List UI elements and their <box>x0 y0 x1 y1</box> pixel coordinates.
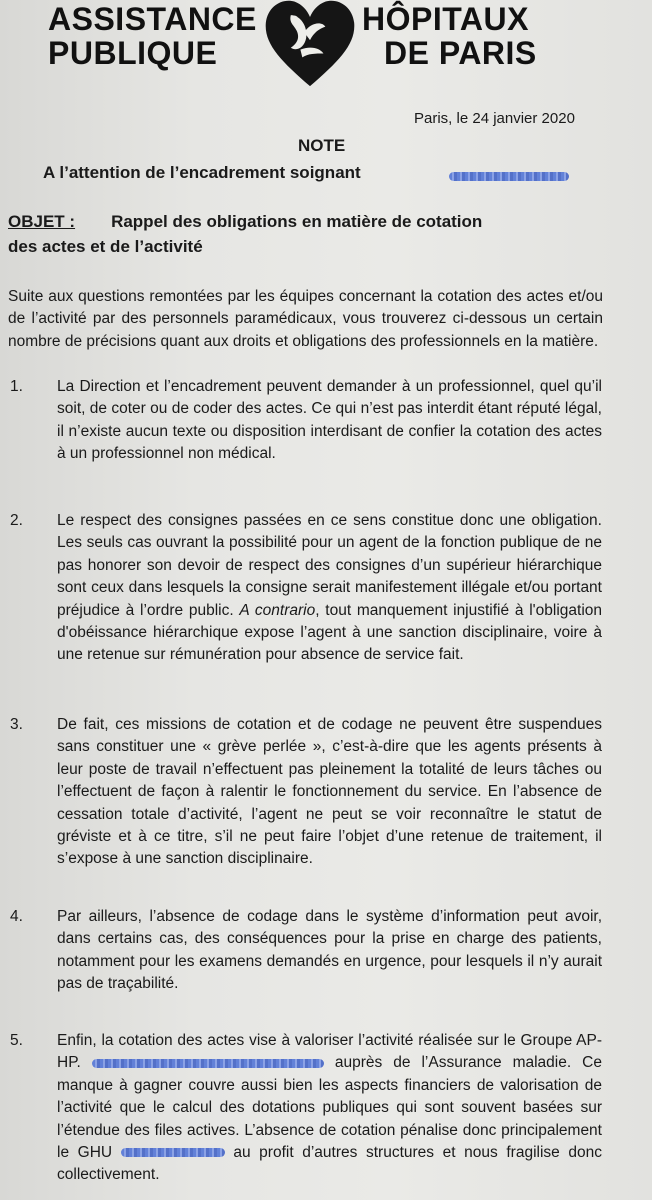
brand-right-line1: HÔPITAUX <box>362 1 529 37</box>
document-date: Paris, le 24 janvier 2020 <box>414 110 575 127</box>
item-text <box>57 1030 602 1187</box>
subject-text-line2: des actes et de l’activité <box>8 237 203 256</box>
brand-left-line2: PUBLIQUE <box>48 35 218 71</box>
subject-block <box>8 209 618 259</box>
item-text: Par ailleurs, l’absence de codage dans le système d’information peut avoir, dans certains cas, des conséquences pour la prise en charge des patients, notamment pour les examens demandés en urgence, pour lesquels il n’y aurait pas de traçabilité. <box>57 908 602 993</box>
item-number: 4. <box>10 908 23 925</box>
letterhead <box>0 0 652 95</box>
item-number: 3. <box>10 716 23 733</box>
brand-left <box>48 2 257 70</box>
redaction-mark <box>92 1059 324 1068</box>
attention-line: A l’attention de l’encadrement soignant <box>43 163 361 182</box>
item-text-part: Le respect des consignes passées en ce sens constitue donc une obligation. Les seuls cas ouvrant la possibilité pour un agent de la fonction publique de ne pas honorer son devoir de respect des consignes d’un supérieur hiérarchique sont ceux dans lesquels la consigne serait manifestement illégale et/ou portant préjudice à l’ordre public. <box>57 512 602 619</box>
item-text-part: , tout manquement injustifié à l'obligation d'obéissance hiérarchique expose l’agent à une sanction disciplinaire, voire à une retenue sur rémunération pour absence de service fait. <box>57 601 603 664</box>
item-number: 1. <box>10 378 23 395</box>
aphp-heart-logo-icon <box>262 0 358 90</box>
redaction-mark <box>121 1148 225 1157</box>
item-text: La Direction et l’encadrement peuvent demander à un professionnel, quel qu’il soit, de coter ou de coder des actes. Ce qui n’est pas interdit étant réputé légal, il n’existe aucun texte ou disposition interdisant de confier la cotation des actes à un professionnel non médical. <box>57 378 602 463</box>
item-text-part: Enfin, la cotation des actes vise à valoriser l’activité réalisée sur le Groupe AP-HP. <box>57 1032 602 1072</box>
item-text-part: auprès de l’Assurance maladie. Ce manque à gagner couvre aussi bien les aspects financiers de valorisation de l’activité que le calcul des dotations publiques qui sont souvent basées sur l’étendue des files actives. L’absence de cotation pénalise donc principalement le GHU <box>57 1054 602 1162</box>
item-number: 5. <box>10 1032 23 1049</box>
item-text: De fait, ces missions de cotation et de codage ne peuvent être suspendues sans constituer une « grève perlée », c’est-à-dire que les agents présents à leur poste de travail n’effectuent pas pleinement la totalité de leurs tâches ou l’effectuent de façon à ralentir le fonctionnement du service. En l’absence de cessation totale d’activité, l’agent ne peut se voir reconnaître le statut de gréviste et à ce titre, s’il ne peut faire l’objet d’une retenue de traitement, il s’expose à une sanction disciplinaire. <box>57 716 602 868</box>
item-number: 2. <box>10 512 23 529</box>
item-text-part: au profit d’autres structures et nous fragilise donc collectivement. <box>57 1144 602 1184</box>
item-text-italic: A contrario <box>239 601 316 619</box>
brand-right-line2: DE PARIS <box>384 35 537 71</box>
redaction-mark <box>449 172 569 181</box>
brand-right <box>362 2 537 70</box>
brand-left-line1: ASSISTANCE <box>48 1 257 37</box>
item-text <box>57 510 602 667</box>
subject-text-line1: Rappel des obligations en matière de cotation <box>111 212 483 231</box>
subject-label: OBJET : <box>8 212 76 231</box>
note-title: NOTE <box>298 136 346 155</box>
intro-paragraph: Suite aux questions remontées par les équipes concernant la cotation des actes et/ou de l’activité par des personnels paramédicaux, vous trouverez ci-dessous un certain nombre de précisions quant aux droits et obligations des professionnels en la matière. <box>8 288 603 350</box>
